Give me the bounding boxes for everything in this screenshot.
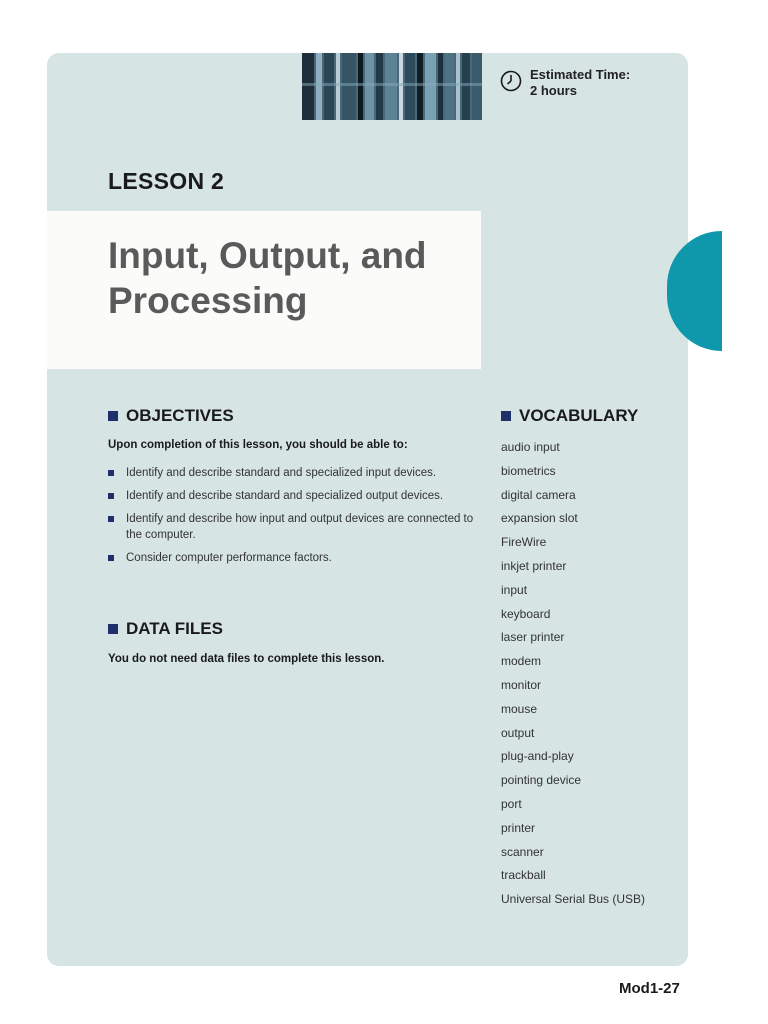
- vocabulary-heading-text: VOCABULARY: [519, 406, 639, 425]
- vocabulary-term: inkjet printer: [501, 558, 567, 573]
- data-files-text: You do not need data files to complete this lesson.: [108, 653, 385, 665]
- objective-item: [108, 465, 488, 481]
- square-bullet-icon: [108, 555, 114, 561]
- vocabulary-term: trackball: [501, 868, 546, 883]
- vocabulary-list: [501, 438, 645, 914]
- vocabulary-term: audio input: [501, 440, 560, 454]
- vocabulary-term: monitor: [501, 677, 542, 692]
- vocabulary-term: biometrics: [501, 463, 556, 478]
- square-bullet-icon: [108, 411, 118, 421]
- title-box: [47, 211, 481, 369]
- square-bullet-icon: [108, 493, 114, 499]
- vocabulary-term: mouse: [501, 701, 538, 716]
- square-bullet-icon: [501, 411, 511, 421]
- vocabulary-heading: [501, 406, 638, 426]
- estimated-time-text: [530, 67, 630, 99]
- vocabulary-term: port: [501, 796, 522, 811]
- estimated-time-value: 2 hours: [530, 83, 577, 98]
- objective-item: [108, 511, 488, 543]
- objectives-heading-text: OBJECTIVES: [126, 406, 234, 425]
- objectives-list: [108, 465, 488, 573]
- vocabulary-term: Universal Serial Bus (USB): [501, 892, 646, 907]
- vocabulary-term: input: [501, 582, 528, 597]
- objective-text: Identify and describe standard and specialized input devices.: [126, 467, 437, 479]
- square-bullet-icon: [108, 470, 114, 476]
- square-bullet-icon: [108, 516, 114, 522]
- page-number: Mod1-27: [619, 980, 680, 997]
- objective-item: [108, 550, 488, 566]
- clock-icon: [500, 70, 522, 92]
- square-bullet-icon: [108, 624, 118, 634]
- vocabulary-term: expansion slot: [501, 511, 578, 526]
- data-files-heading: [108, 619, 223, 639]
- objectives-intro: Upon completion of this lesson, you should be able to:: [108, 439, 408, 451]
- objective-text: Consider computer performance factors.: [126, 552, 332, 564]
- header-photo: [302, 53, 482, 120]
- objective-text: Identify and describe how input and output devices are connected to the computer.: [126, 513, 474, 541]
- vocabulary-term: output: [501, 725, 535, 740]
- vocabulary-term: laser printer: [501, 630, 565, 645]
- vocabulary-term: keyboard: [501, 606, 551, 621]
- vocabulary-term: FireWire: [501, 535, 547, 550]
- objectives-heading: [108, 406, 234, 426]
- vocabulary-term: modem: [501, 654, 542, 669]
- vocabulary-term: scanner: [501, 844, 544, 859]
- vocabulary-term: pointing device: [501, 773, 582, 788]
- estimated-time-label: Estimated Time:: [530, 67, 631, 82]
- vocabulary-term: printer: [501, 820, 536, 835]
- lesson-title: Input, Output, and Processing: [108, 235, 427, 321]
- vocabulary-term: plug-and-play: [501, 749, 574, 764]
- objective-item: [108, 488, 488, 504]
- data-files-heading-text: DATA FILES: [126, 619, 223, 638]
- objective-text: Identify and describe standard and specialized output devices.: [126, 490, 444, 502]
- estimated-time: [500, 67, 630, 99]
- vocabulary-term: digital camera: [501, 487, 576, 502]
- lesson-number: LESSON 2: [108, 168, 225, 194]
